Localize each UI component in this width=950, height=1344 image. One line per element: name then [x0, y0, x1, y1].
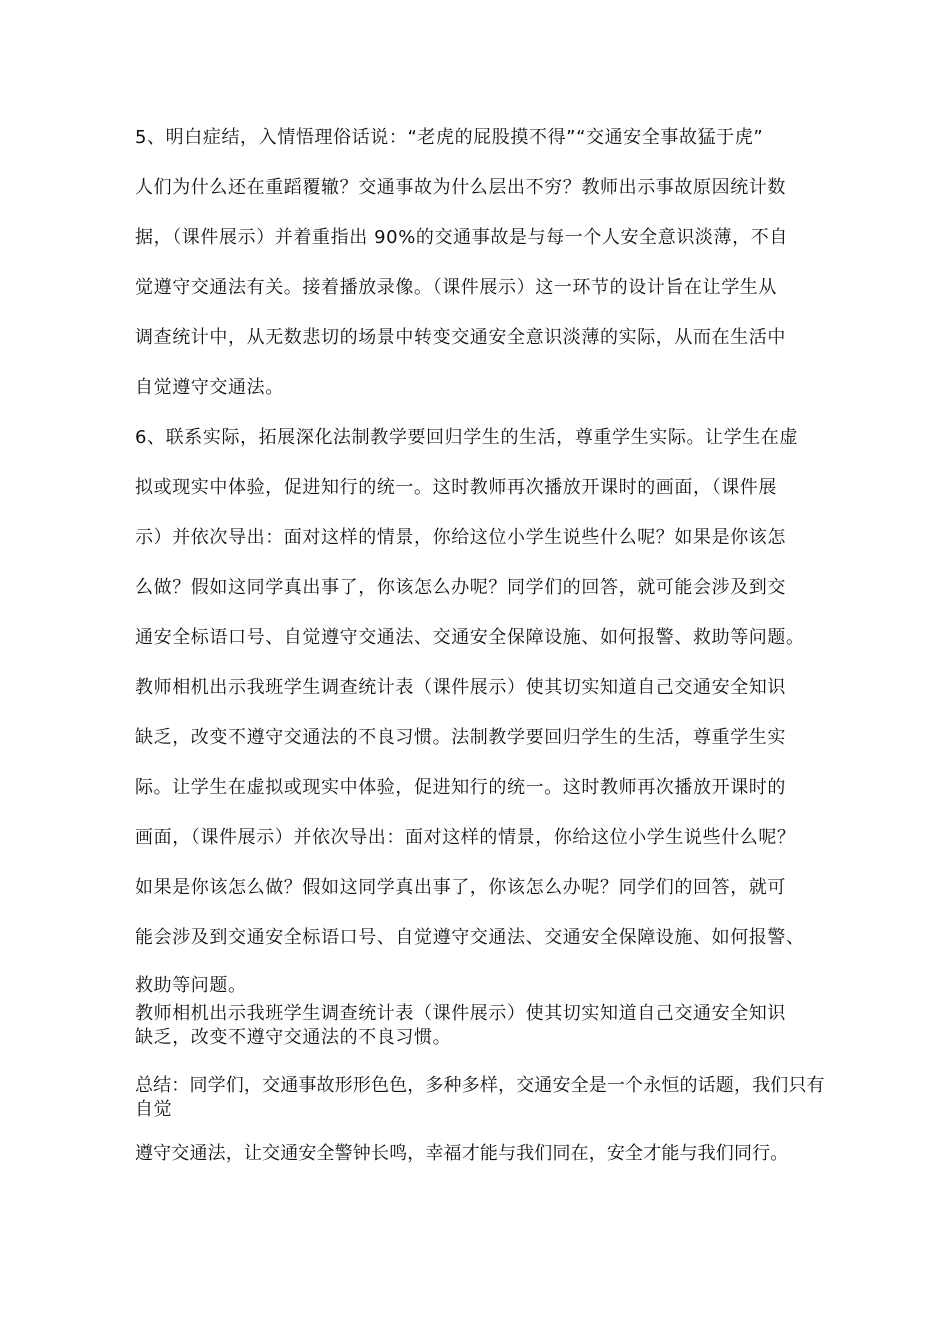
- text-line: 通安全标语口号、自觉遵守交通法、交通安全保障设施、如何报警、救助等问题。: [135, 627, 805, 648]
- text-line: 能会涉及到交通安全标语口号、自觉遵守交通法、交通安全保障设施、如何报警、: [135, 927, 805, 948]
- text-line: 画面，（课件展示）并依次导出：面对这样的情景，你给这位小学生说些什么呢？: [135, 827, 796, 848]
- text-line: 觉遵守交通法有关。接着播放录像。（课件展示）这一环节的设计旨在让学生从: [135, 277, 777, 298]
- text-line: 示）并依次导出：面对这样的情景，你给这位小学生说些什么呢？如果是你该怎: [135, 527, 786, 548]
- text-line: 教师相机出示我班学生调查统计表（课件展示）使其切实知道自己交通安全知识: [135, 1003, 786, 1024]
- text-line: 如果是你该怎么做？假如这同学真出事了，你该怎么办呢？同学们的回答，就可: [135, 877, 786, 898]
- text-line: 么做？假如这同学真出事了，你该怎么办呢？同学们的回答，就可能会涉及到交: [135, 577, 786, 598]
- text-line: 教师相机出示我班学生调查统计表（课件展示）使其切实知道自己交通安全知识: [135, 677, 786, 698]
- text-line: 际。让学生在虚拟或现实中体验，促进知行的统一。这时教师再次播放开课时的: [135, 777, 786, 798]
- text-line: 总结：同学们，交通事故形形色色，多种多样，交通安全是一个永恒的话题，我们只有: [135, 1075, 825, 1096]
- text-line: 遵守交通法，让交通安全警钟长鸣，幸福才能与我们同在，安全才能与我们同行。: [135, 1143, 789, 1164]
- text-line: 据，（课件展示）并着重指出 90%的交通事故是与每一个人安全意识淡薄，不自: [135, 227, 788, 248]
- text-line: 救助等问题。: [135, 975, 247, 996]
- text-line: 缺乏，改变不遵守交通法的不良习惯。法制教学要回归学生的生活，尊重学生实: [135, 727, 786, 748]
- text-line: 5、明白症结，入情悟理俗话说：“老虎的屁股摸不得”“交通安全事故猛于虎”: [135, 127, 764, 148]
- text-line: 拟或现实中体验，促进知行的统一。这时教师再次播放开课时的画面，（课件展: [135, 477, 777, 498]
- text-line: 人们为什么还在重蹈覆辙？交通事故为什么层出不穷？教师出示事故原因统计数: [135, 177, 786, 198]
- text-line: 自觉: [135, 1099, 173, 1120]
- text-line: 缺乏，改变不遵守交通法的不良习惯。: [135, 1027, 452, 1048]
- text-line: 调查统计中，从无数悲切的场景中转变交通安全意识淡薄的实际，从而在生活中: [135, 327, 786, 348]
- text-line: 自觉遵守交通法。: [135, 377, 284, 398]
- text-line: 6、联系实际，拓展深化法制教学要回归学生的生活，尊重学生实际。让学生在虚: [135, 427, 799, 448]
